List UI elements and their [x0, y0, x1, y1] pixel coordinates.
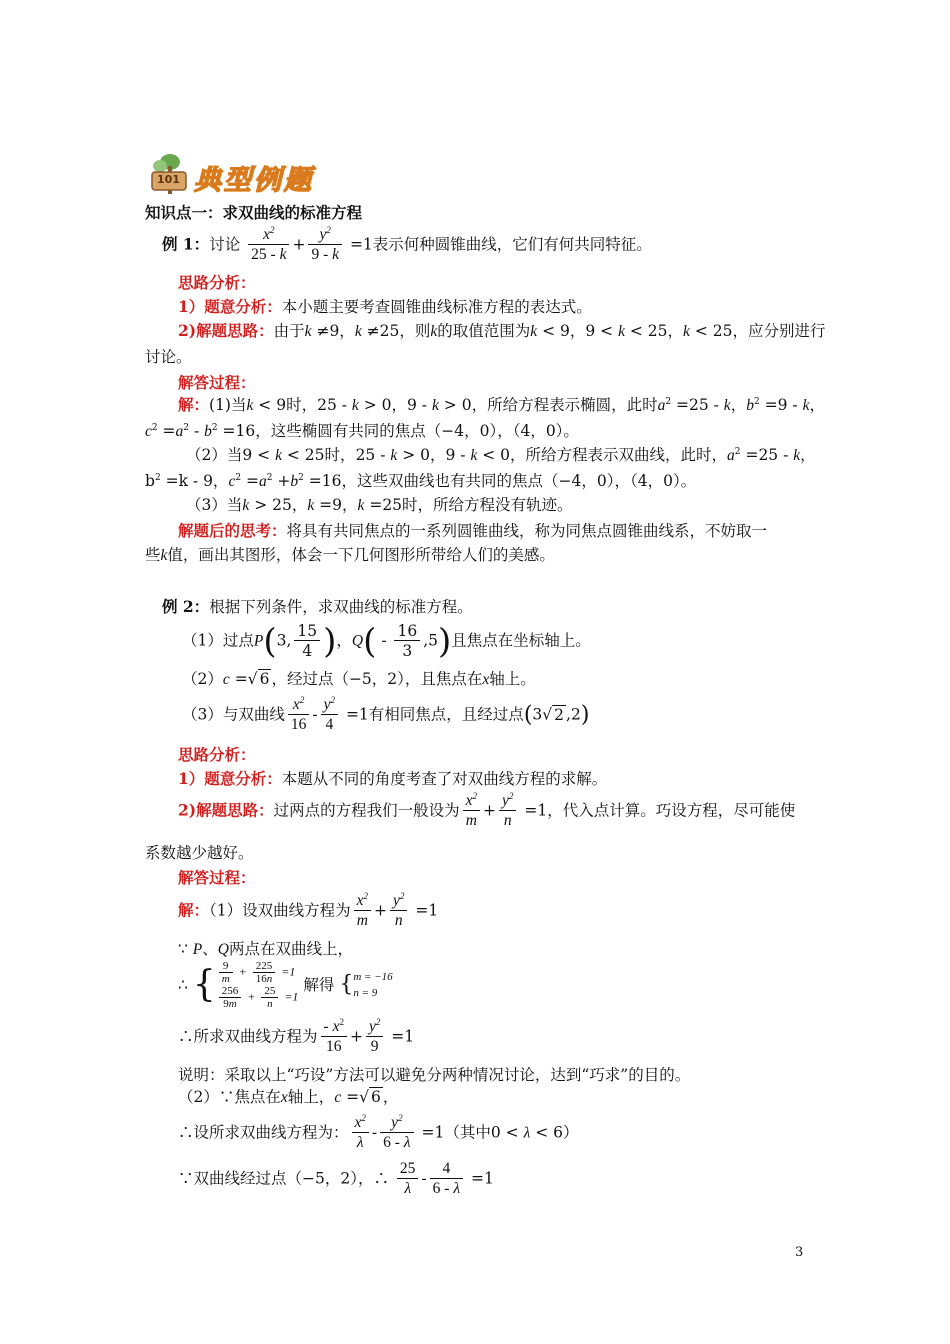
- ex2-step-7: ∵双曲线经过点（−5，2），∴ $\frac{25}{\lambda}$ - $\frac{4}{6 - \lambda}$ =1: [178, 1160, 494, 1197]
- ex2-analysis-1: [178, 768, 607, 790]
- ex1-reflection: [178, 520, 767, 542]
- section-heading: 知识点一：求双曲线的标准方程: [145, 203, 363, 222]
- ex1-reflection-cont: 些k值，画出其图形，体会一下几何图形所带给人们的美感。: [145, 546, 555, 564]
- ex1-case1-a: (1)当: [209, 396, 247, 414]
- ex1-lead: 讨论: [209, 235, 241, 254]
- ex2-c1-b: 且焦点在坐标轴上。: [451, 631, 591, 650]
- ex1-case3-a: （3）当: [186, 496, 243, 514]
- ex2-equation-system: $\frac{9}{m}$ + $\frac{225}{16n}$ =1 $\frac{256}{9m}$ + $\frac{25}{n}$ =1: [216, 960, 299, 1010]
- ex1-reflection-text2: 值，画出其图形，体会一下几何图形所带给人们的美感。: [167, 546, 555, 564]
- ex1-sol-label: 解：: [178, 395, 210, 414]
- ex1-fraction-1: $\frac{x^2}{25 - k}$: [248, 226, 289, 265]
- ex1-p2-d: ，应分别进行: [732, 322, 826, 340]
- ex2-step-6: ∴设所求双曲线方程为： $\frac{x^2}{\lambda}$ - $\frac{y^2}{6 - \lambda}$ =1（其中0 < λ < 6）: [178, 1112, 579, 1151]
- ex2-c3-a: （3）与双曲线: [182, 705, 285, 724]
- ex1-case3-b: 时，所给方程没有轨迹。: [402, 496, 573, 514]
- ex2-step-3: ∴ { $\frac{9}{m}$ + $\frac{225}{16n}$ =1 $\frac{256}{9m}$ + $\frac{25}{n}$ =1 解得 { m = −16 n = 9: [178, 960, 393, 1010]
- ex1-analysis-title: 思路分析：: [178, 273, 256, 292]
- ex2-s4: 所求双曲线方程为: [193, 1027, 318, 1046]
- ex2-step-1: 解：（1）设双曲线方程为 $\frac{x^2}{m}$ + $\frac{y^2}{n}$ =1: [178, 890, 439, 929]
- ex1-case1-d: ，这些椭圆有共同的焦点（−4，0），（4，0）。: [255, 422, 579, 440]
- ex2-s7: 双曲线经过点（−5，2），: [193, 1169, 374, 1188]
- ex1-p2-c: 的取值范围为: [437, 322, 531, 340]
- ex1-fraction-2: $\frac{y^2}{9 - k}$: [308, 226, 342, 265]
- ex1-p2-b: ，则: [399, 322, 431, 340]
- ex2-s3-solve: 解得: [303, 976, 335, 994]
- ex2-p2-b: ，代入点计算。巧设方程，尽可能使: [547, 801, 796, 820]
- ex1-reflection-text: 将具有共同焦点的一系列圆锥曲线，称为同焦点圆锥曲线系，不妨取一: [286, 522, 768, 540]
- ex1-case2-a: （2）当: [186, 446, 243, 464]
- ex2-analysis-2-cont: 系数越少越好。: [145, 844, 254, 862]
- ex1-p1-label: 1）题意分析：: [178, 297, 282, 316]
- ex2-s5-c: 轴上，: [287, 1088, 335, 1106]
- ex1-reflection-label: 解题后的思考：: [178, 521, 287, 540]
- ex1-statement: 例 1：讨论 $\frac{x^2}{25 - k}$ + $\frac{y^2}{9 - k}$ =1表示何种圆锥曲线，它们有何共同特征。: [162, 224, 652, 263]
- ex2-condition-2: （2）c =√ 6 ，经过点（−5，2），且焦点在x轴上。: [182, 670, 536, 688]
- ex1-case-2-cont: $b^2 =k - 9$，$c^2 =a^2 +b^2 =16$，这些双曲线也有共同的焦点（−4，0），（4，0）。: [145, 472, 697, 490]
- ex2-analysis-2: 2)解题思路：过两点的方程我们一般设为 $\frac{x^2}{m}$ + $\frac{y^2}{n}$ =1，代入点计算。巧设方程，尽可能使: [178, 790, 796, 829]
- ex2-s5-b: 焦点在: [234, 1088, 281, 1106]
- ex2-analysis-title: 思路分析：: [178, 745, 256, 764]
- banner-title: 典型例题: [194, 165, 314, 196]
- ex2-step-2: ∵ P、Q两点在双曲线上，: [178, 940, 353, 958]
- ex2-s5-a: （2）: [178, 1088, 219, 1106]
- ex1-case2-d: ，这些双曲线也有共同的焦点（−4，0），（4，0）。: [341, 472, 697, 490]
- ex2-s6: 设所求双曲线方程为：: [193, 1123, 349, 1142]
- page-number: 3: [795, 1245, 804, 1260]
- ex1-analysis-1: [178, 296, 592, 318]
- ex1-case-1-cont: $c^2 =a^2 - b^2 =16$，这些椭圆有共同的焦点（−4，0），（4，0）。: [145, 422, 579, 440]
- ex2-s1: （1）设双曲线方程为: [209, 901, 351, 920]
- ex2-p1-label: 1）题意分析：: [178, 769, 282, 788]
- ex1-p1-text: 本小题主要考查圆锥曲线标准方程的表达式。: [281, 298, 592, 316]
- ex1-analysis-2: 2)解题思路：由于k ≠9，k ≠25，则k的取值范围为k < 9，9 < k < 25，k < 25，应分别进行: [178, 321, 826, 340]
- ex1-solution-title: 解答过程：: [178, 373, 256, 392]
- ex2-s6-b: （其中: [444, 1123, 491, 1142]
- ex2-sol-label: 解：: [178, 900, 210, 920]
- ex2-statement: [162, 596, 473, 618]
- ex2-s2: 两点在双曲线上，: [228, 940, 353, 958]
- ex1-p2-a: 由于: [273, 322, 305, 340]
- ex2-solution-title: 解答过程：: [178, 868, 256, 887]
- ex2-p2-label: 2)解题思路：: [178, 800, 274, 820]
- ex2-c3-b: 有相同焦点，且经过点: [368, 705, 524, 724]
- ex1-case1-c: ，所给方程表示椭圆，此时: [471, 396, 658, 414]
- ex2-c2-a: （2）: [182, 670, 223, 688]
- ex1-tail: 表示何种圆锥曲线，它们有何共同特征。: [372, 235, 652, 254]
- ex2-intro: 根据下列条件，求双曲线的标准方程。: [209, 598, 473, 616]
- ex2-condition-3: （3）与双曲线 $\frac{x^2}{16}$ - $\frac{y^2}{4}$ =1有相同焦点，且经过点(3√ 2 ,2): [182, 694, 590, 733]
- ex1-label: 例 1：: [162, 234, 210, 254]
- ex2-condition-1: （1）过点P(3, $\frac{15}{4}$ )，Q( - $\frac{16}{3}$ ,5)且焦点在坐标轴上。: [182, 621, 591, 662]
- ex2-c1-a: （1）过点: [182, 631, 254, 650]
- ex2-label: 例 2：: [162, 597, 210, 616]
- ex2-note: 说明：采取以上“巧设”方法可以避免分两种情况讨论，达到“巧求”的目的。: [178, 1066, 691, 1084]
- ex1-case2-c: ，所给方程表示双曲线，此时，: [510, 446, 728, 464]
- ex1-case1-b: 时，: [286, 396, 318, 414]
- example-banner: [144, 152, 334, 196]
- ex2-p1-text: 本题从不同的角度考查了对双曲线方程的求解。: [281, 770, 608, 788]
- banner-badge: 101: [157, 173, 180, 186]
- ex2-c2-c: 轴上。: [489, 670, 536, 688]
- ex1-case2-b: 时，: [324, 446, 356, 464]
- ex2-s6-c: ）: [562, 1123, 579, 1142]
- ex1-case-1: 解：(1)当k < 9时，25 - k > 0，9 - k > 0，所给方程表示椭圆，此时$a^2 =25 - k$，$b^2 =9 - k$，: [178, 395, 825, 414]
- ex1-case-2: （2）当9 < k < 25时，25 - k > 0，9 - k < 0，所给方程表示双曲线，此时，$a^2 =25 - k$，: [186, 446, 816, 464]
- ex2-p2-text: 过两点的方程我们一般设为: [273, 801, 460, 820]
- ex2-step-5: （2）∵焦点在x轴上，c =√ 6 ，: [178, 1088, 399, 1106]
- ex1-p2-label: 2)解题思路：: [178, 321, 274, 340]
- ex2-step-4: ∴所求双曲线方程为 $\frac{- x^2}{16}$ + $\frac{y^2}{9}$ =1: [178, 1016, 415, 1055]
- ex1-analysis-2-cont: 讨论。: [145, 348, 192, 366]
- ex2-c2-b: ，经过点（−5，2），且焦点在: [271, 670, 483, 688]
- ex1-case-3: （3）当k > 25，k =9，k =25时，所给方程没有轨迹。: [186, 496, 573, 514]
